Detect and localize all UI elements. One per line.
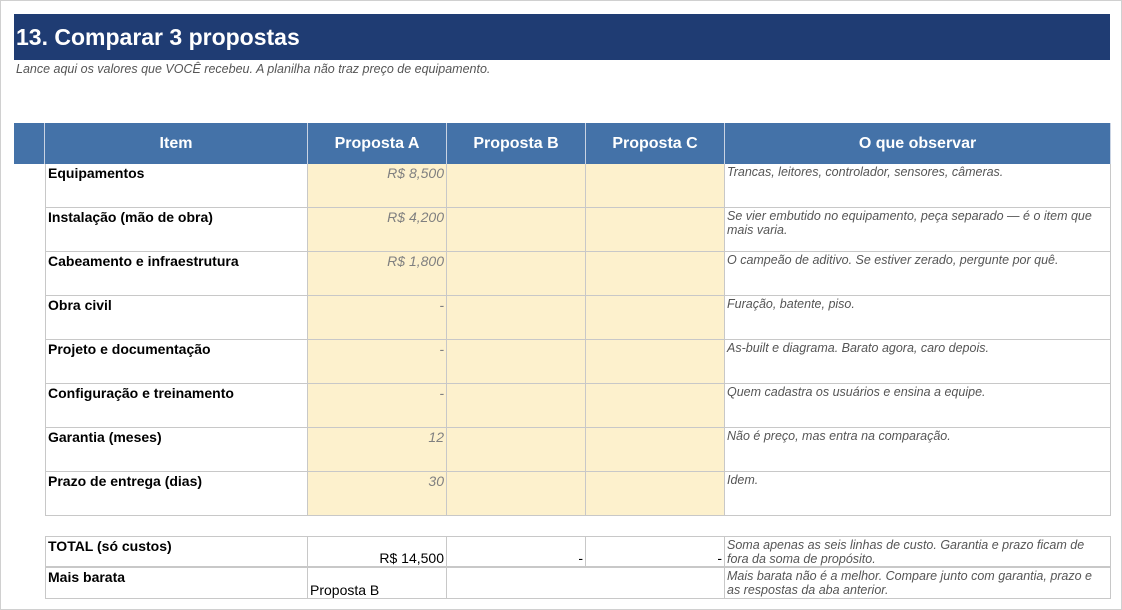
row-observation[interactable]: Quem cadastra os usuários e ensina a equipe. [725, 384, 1111, 428]
row-observation[interactable]: Não é preço, mas entra na comparação. [725, 428, 1111, 472]
total-label[interactable]: TOTAL (só custos) [45, 536, 308, 567]
row-proposta-b[interactable] [447, 164, 586, 208]
row-proposta-a[interactable]: 30 [308, 472, 447, 516]
row-proposta-c[interactable] [586, 296, 725, 340]
row-proposta-a[interactable]: - [308, 340, 447, 384]
row-proposta-c[interactable] [586, 428, 725, 472]
row-proposta-b[interactable] [447, 252, 586, 296]
row-observation[interactable]: Idem. [725, 472, 1111, 516]
row-item-label[interactable]: Configuração e treinamento [45, 384, 308, 428]
total-proposta-c[interactable]: - [586, 536, 725, 567]
row-item-label[interactable]: Instalação (mão de obra) [45, 208, 308, 252]
row-observation[interactable]: Trancas, leitores, controlador, sensores, câmeras. [725, 164, 1111, 208]
header-item[interactable]: Item [45, 123, 308, 164]
row-item-label[interactable]: Prazo de entrega (dias) [45, 472, 308, 516]
row-proposta-c[interactable] [586, 340, 725, 384]
row-proposta-a[interactable]: 12 [308, 428, 447, 472]
cheapest-row [45, 567, 1111, 599]
cheapest-value[interactable]: Proposta B [308, 567, 447, 599]
header-row-stub [14, 123, 45, 164]
row-observation[interactable]: Se vier embutido no equipamento, peça separado — é o item que mais varia. [725, 208, 1111, 252]
page-subtitle: Lance aqui os valores que VOCÊ recebeu. A planilha não traz preço de equipamento. [16, 62, 491, 76]
cheapest-observation[interactable]: Mais barata não é a melhor. Compare junto com garantia, prazo e as respostas da aba anterior. [725, 567, 1111, 599]
header-observar[interactable]: O que observar [725, 123, 1111, 164]
table-row [45, 296, 1111, 340]
row-observation[interactable]: As-built e diagrama. Barato agora, caro depois. [725, 340, 1111, 384]
total-proposta-b[interactable]: - [447, 536, 586, 567]
row-proposta-b[interactable] [447, 428, 586, 472]
row-observation[interactable]: O campeão de aditivo. Se estiver zerado, pergunte por quê. [725, 252, 1111, 296]
row-proposta-a[interactable]: - [308, 384, 447, 428]
row-proposta-b[interactable] [447, 296, 586, 340]
page-title: 13. Comparar 3 propostas [14, 14, 1110, 60]
row-proposta-a[interactable]: - [308, 296, 447, 340]
table-row [45, 428, 1111, 472]
row-proposta-b[interactable] [447, 472, 586, 516]
cheapest-blank[interactable] [447, 567, 725, 599]
row-proposta-c[interactable] [586, 208, 725, 252]
row-item-label[interactable]: Projeto e documentação [45, 340, 308, 384]
row-proposta-b[interactable] [447, 384, 586, 428]
row-proposta-b[interactable] [447, 208, 586, 252]
row-proposta-c[interactable] [586, 472, 725, 516]
row-proposta-a[interactable]: R$ 1,800 [308, 252, 447, 296]
table-row [45, 208, 1111, 252]
total-row [45, 536, 1111, 567]
cheapest-label[interactable]: Mais barata [45, 567, 308, 599]
table-row [45, 384, 1111, 428]
row-proposta-b[interactable] [447, 340, 586, 384]
row-proposta-a[interactable]: R$ 4,200 [308, 208, 447, 252]
row-proposta-a[interactable]: R$ 8,500 [308, 164, 447, 208]
table-row [45, 252, 1111, 296]
total-proposta-a[interactable]: R$ 14,500 [308, 536, 447, 567]
header-proposta-a[interactable]: Proposta A [308, 123, 447, 164]
row-item-label[interactable]: Obra civil [45, 296, 308, 340]
row-proposta-c[interactable] [586, 384, 725, 428]
table-row [45, 340, 1111, 384]
table-row [45, 472, 1111, 516]
header-proposta-b[interactable]: Proposta B [447, 123, 586, 164]
header-proposta-c[interactable]: Proposta C [586, 123, 725, 164]
row-proposta-c[interactable] [586, 252, 725, 296]
row-item-label[interactable]: Cabeamento e infraestrutura [45, 252, 308, 296]
row-observation[interactable]: Furação, batente, piso. [725, 296, 1111, 340]
row-proposta-c[interactable] [586, 164, 725, 208]
row-item-label[interactable]: Equipamentos [45, 164, 308, 208]
table-row [45, 164, 1111, 208]
row-item-label[interactable]: Garantia (meses) [45, 428, 308, 472]
total-observation[interactable]: Soma apenas as seis linhas de custo. Garantia e prazo ficam de fora da soma de propósito. [725, 536, 1111, 567]
